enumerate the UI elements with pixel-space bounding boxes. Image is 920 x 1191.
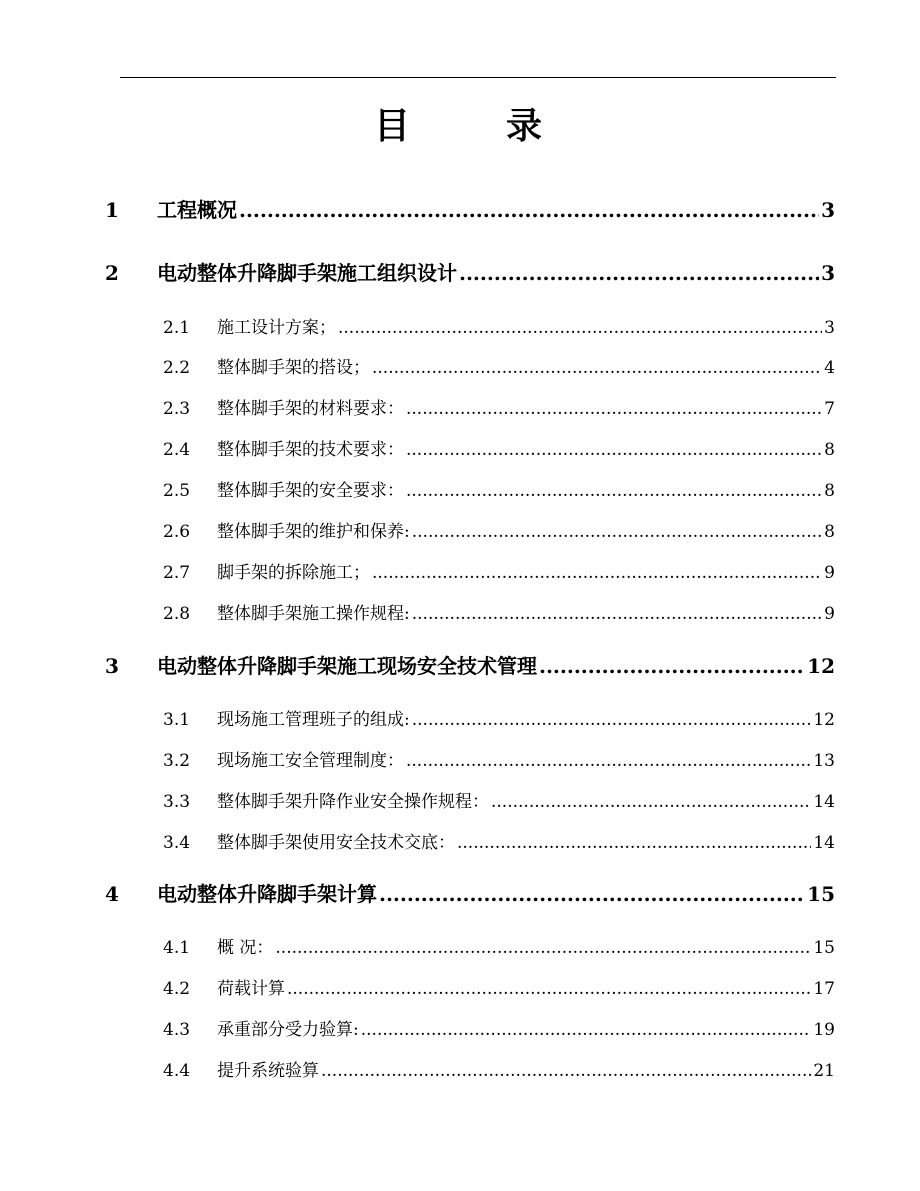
toc-entry-3-4[interactable]: 3.4 整体脚手架使用安全技术交底： ..... 14 (163, 828, 835, 853)
page-title (0, 98, 920, 149)
toc-entry-2-2[interactable]: 2.2 整体脚手架的搭设； ..... 4 (163, 353, 835, 378)
toc-entry-4-4[interactable]: 4.4 提升系统验算 ..... 21 (163, 1056, 835, 1081)
toc-entry-3-2[interactable]: 3.2 现场施工安全管理制度： ..... 13 (163, 746, 835, 771)
toc-entry-2-8[interactable]: 2.8 整体脚手架施工操作规程: ..... 9 (163, 599, 835, 624)
toc-entry-2-7[interactable]: 2.7 脚手架的拆除施工； ..... 9 (163, 558, 835, 583)
toc-entry-3[interactable]: 3 电动整体升降脚手架施工现场安全技术管理 ..... 12 (105, 650, 835, 679)
toc-entry-2[interactable]: 2 电动整体升降脚手架施工组织设计 ..... 3 (105, 257, 835, 286)
toc-entry-4-2[interactable]: 4.2 荷载计算 ..... 17 (163, 974, 835, 999)
title-char-2: 录 (506, 106, 547, 147)
toc-entry-2-3[interactable]: 2.3 整体脚手架的材料要求： ..... 7 (163, 394, 835, 419)
toc-entry-3-3[interactable]: 3.3 整体脚手架升降作业安全操作规程： ..... 14 (163, 787, 835, 812)
toc-entry-4-1[interactable]: 4.1 概 况： ..... 15 (163, 933, 835, 958)
toc-entry-3-1[interactable]: 3.1 现场施工管理班子的组成: ..... 12 (163, 705, 835, 730)
toc-entry-2-6[interactable]: 2.6 整体脚手架的维护和保养: ..... 8 (163, 517, 835, 542)
toc-entry-2-5[interactable]: 2.5 整体脚手架的安全要求： ..... 8 (163, 476, 835, 501)
toc-entry-4-3[interactable]: 4.3 承重部分受力验算: ..... 19 (163, 1015, 835, 1040)
title-char-1: 目 (373, 106, 414, 147)
toc-entry-4[interactable]: 4 电动整体升降脚手架计算 ..... 15 (105, 878, 835, 907)
toc-entry-2-4[interactable]: 2.4 整体脚手架的技术要求： ..... 8 (163, 435, 835, 460)
toc-entry-1[interactable]: 1 工程概况 ..... 3 (105, 194, 835, 223)
header-rule (120, 77, 836, 78)
toc-entry-2-1[interactable]: 2.1 施工设计方案； ..... 3 (163, 313, 835, 338)
